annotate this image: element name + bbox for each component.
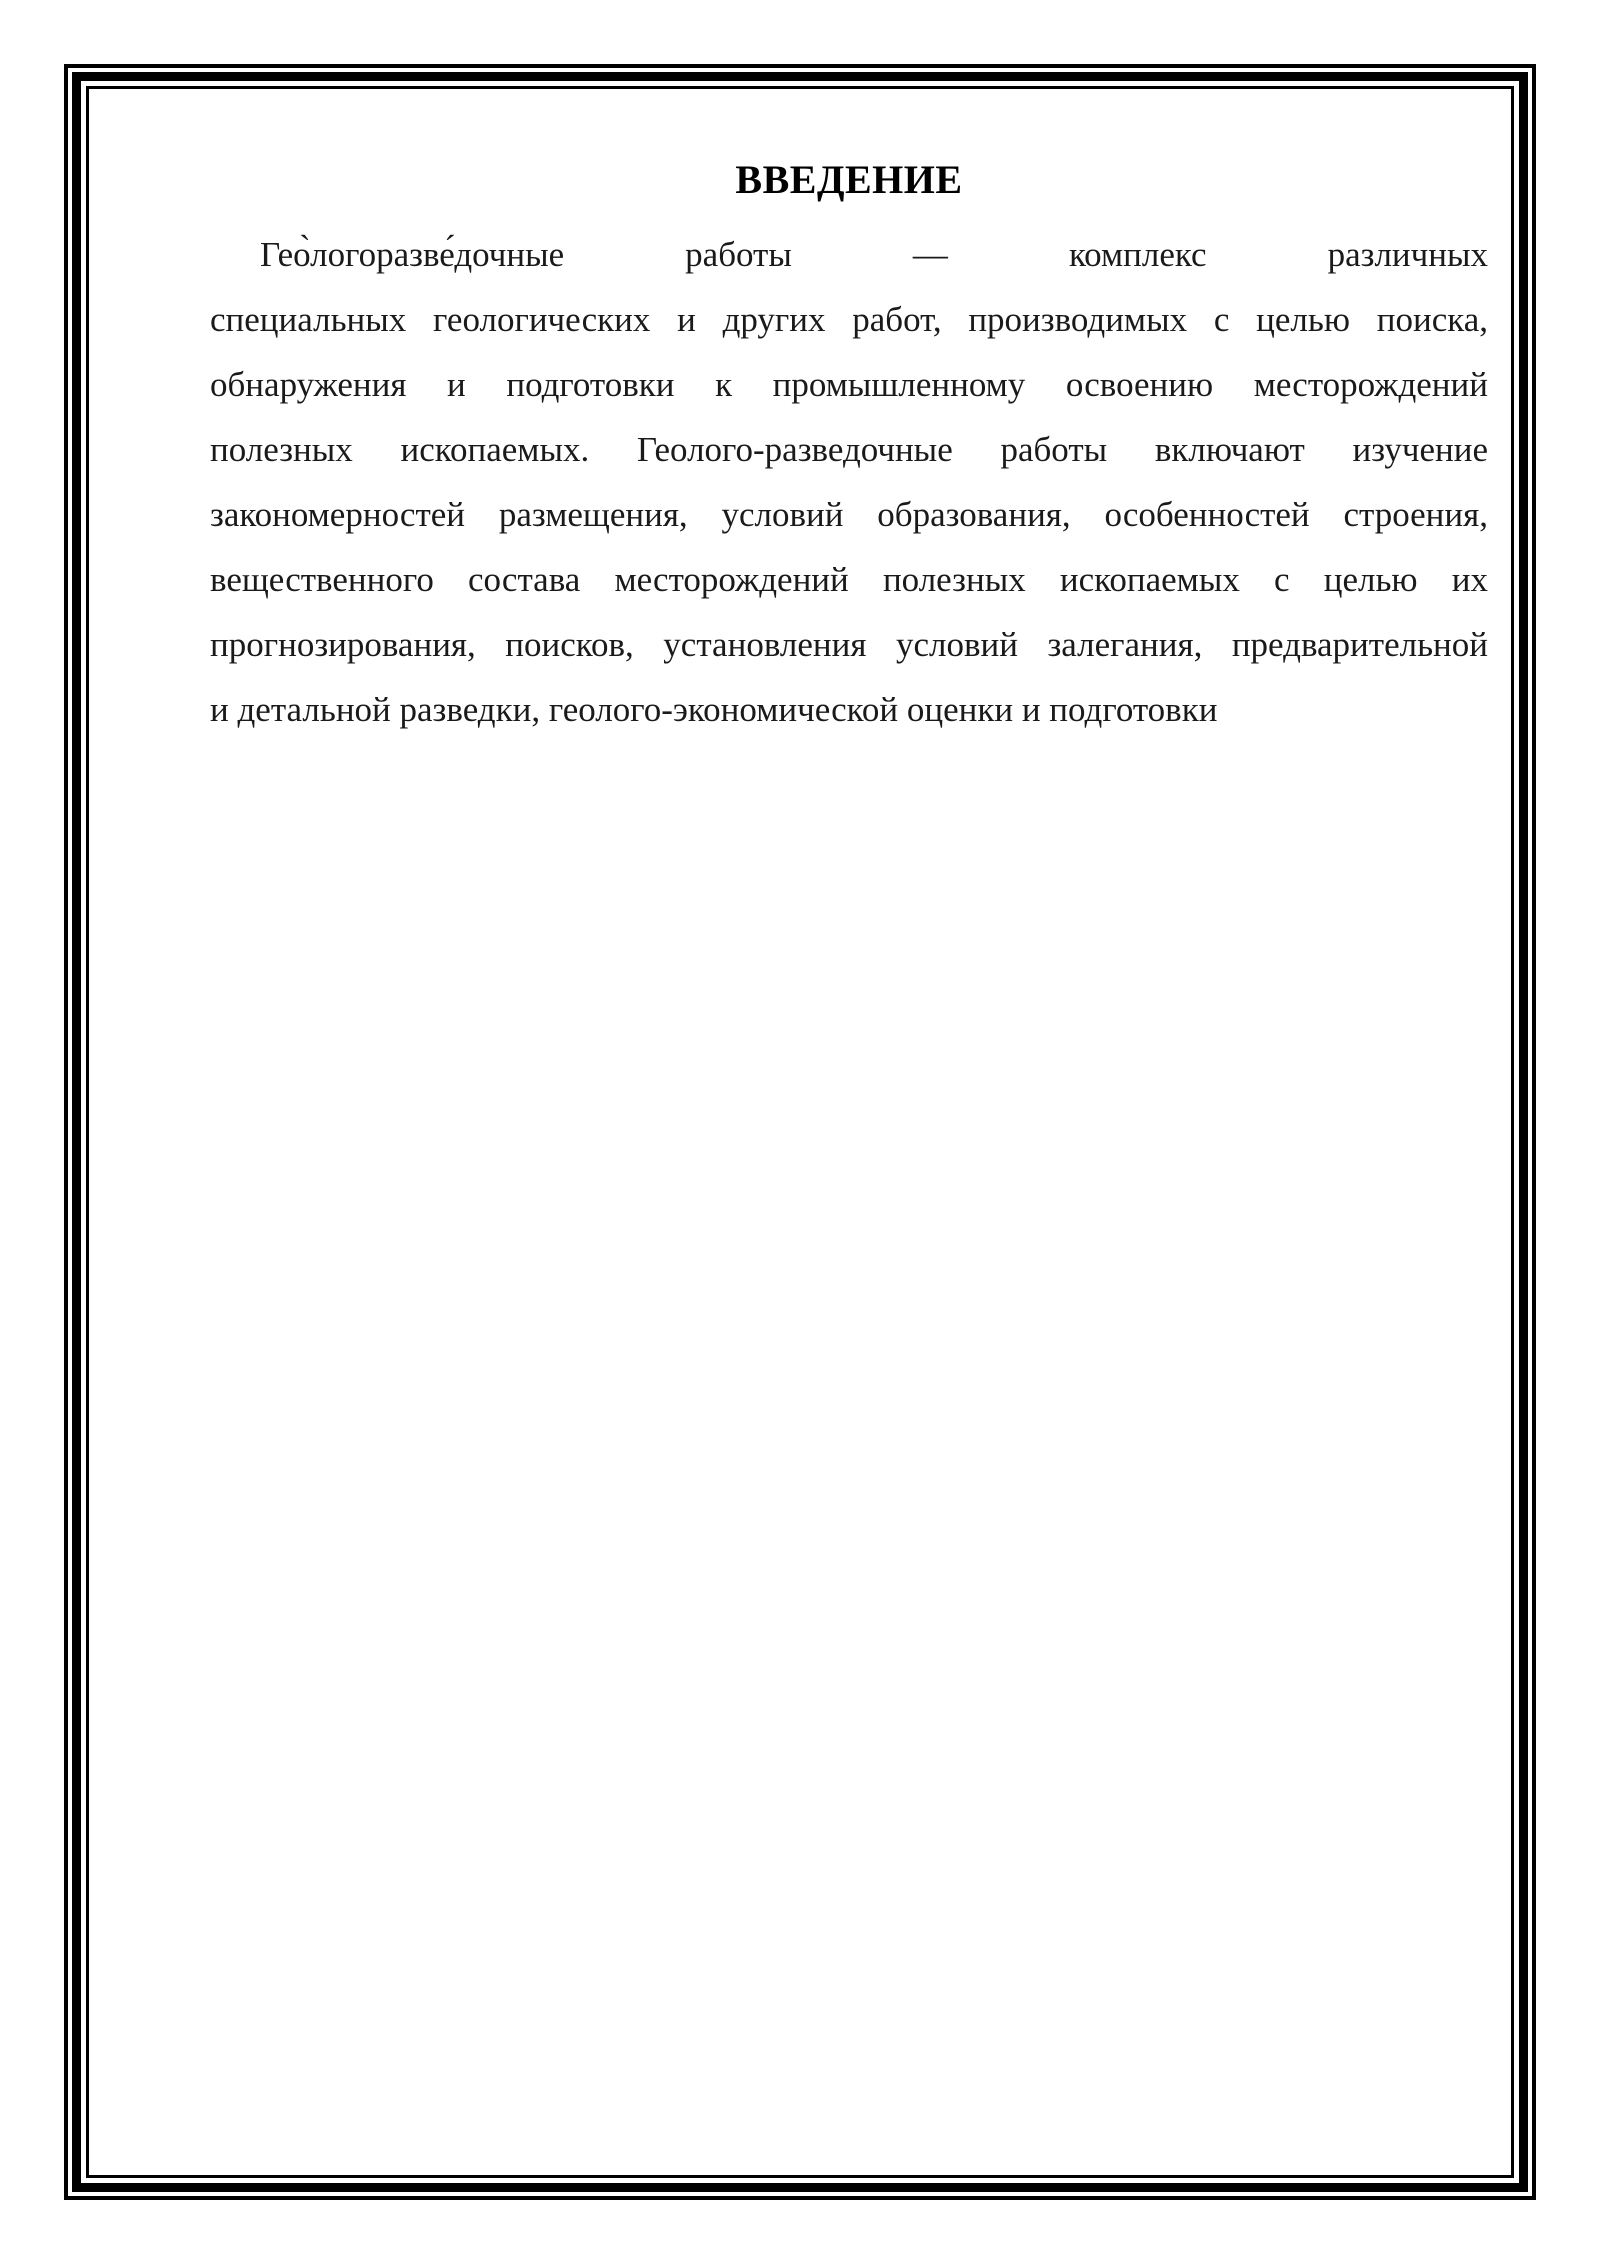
- paragraph-line: специальных геологических и других работ, производимых с целью поиска,: [210, 300, 1488, 339]
- paragraph-line: и детальной разведки, геолого-экономической оценки и подготовки: [210, 690, 1218, 729]
- page-content: [210, 150, 1488, 742]
- paragraph-line: обнаружения и подготовки к промышленному освоению месторождений: [210, 365, 1488, 404]
- paragraph-line: Гео̀логоразве́дочные работы — комплекс различных: [260, 235, 1488, 274]
- paragraph-line: прогнозирования, поисков, установления условий залегания, предварительной: [210, 625, 1488, 664]
- paragraph-line: полезных ископаемых. Геолого-разведочные работы включают изучение: [210, 430, 1488, 469]
- section-heading: ВВЕДЕНИЕ: [735, 157, 963, 202]
- paragraph-line: закономерностей размещения, условий образования, особенностей строения,: [210, 495, 1488, 534]
- paragraph-line: вещественного состава месторождений полезных ископаемых с целью их: [210, 560, 1488, 599]
- intro-paragraph: [210, 222, 1488, 742]
